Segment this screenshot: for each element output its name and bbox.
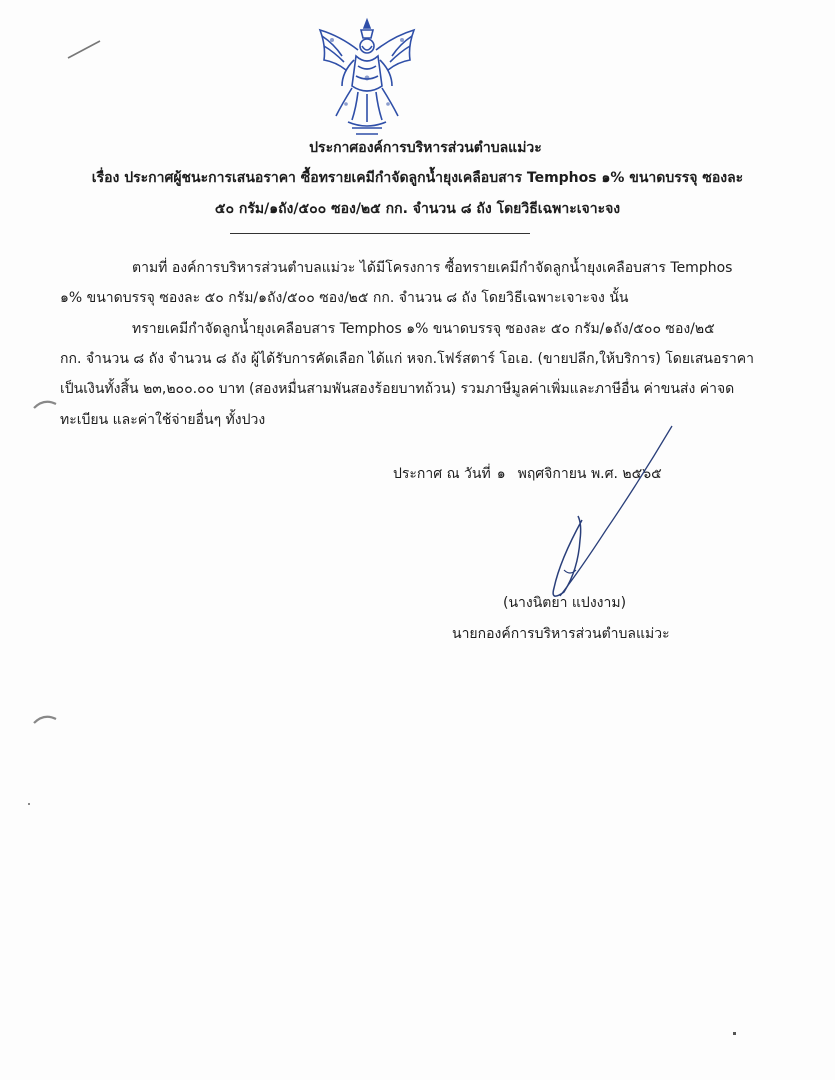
- scan-mark: [66, 38, 102, 62]
- scan-speck: [733, 1032, 736, 1035]
- paragraph-1-line-2: ๑% ขนาดบรรจุ ซองละ ๕๐ กรัม/๑ถัง/๕๐๐ ซอง/๒๕ กก. จำนวน ๘ ถัง โดยวิธีเฉพาะเจาะจง นั้น: [60, 290, 629, 306]
- scan-speck: [28, 803, 30, 805]
- paragraph-2-line-3: เป็นเงินทั้งสิ้น ๒๓,๒๐๐.๐๐ บาท (สองหมื่นสามพันสองร้อยบาทถ้วน) รวมภาษีมูลค่าเพิ่มและภาษีอื่น ค่าขนส่ง ค่าจด: [60, 381, 735, 397]
- punch-hole-mark: [32, 398, 58, 412]
- handwritten-signature: [517, 420, 690, 610]
- date-day: ๑: [496, 466, 506, 482]
- paragraph-2-line-1: ทรายเคมีกำจัดลูกน้ำยุงเคลือบสาร Temphos ๑% ขนาดบรรจุ ซองละ ๕๐ กรัม/๑ถัง/๕๐๐ ซอง/๒๕: [132, 321, 715, 337]
- punch-hole-mark: [32, 713, 58, 727]
- organization-heading: ประกาศองค์การบริหารส่วนตำบลแม่วะ: [309, 140, 542, 156]
- date-month-year: พฤศจิกายน พ.ศ. ๒๕๖๕: [517, 466, 662, 482]
- signer-name: (นางนิตยา แปงงาม): [503, 595, 627, 611]
- paragraph-2-line-2: กก. จำนวน ๘ ถัง จำนวน ๘ ถัง ผู้ได้รับการคัดเลือก ได้แก่ หจก.โฟร์สตาร์ โอเอ. (ขายปลีก,ให้บริการ) โดยเสนอราคา: [60, 351, 755, 367]
- paragraph-1-line-1: ตามที่ องค์การบริหารส่วนตำบลแม่วะ ได้มีโครงการ ซื้อทรายเคมีกำจัดลูกน้ำยุงเคลือบสาร Temphos: [132, 260, 733, 276]
- signer-title: นายกองค์การบริหารส่วนตำบลแม่วะ: [452, 626, 670, 642]
- date-prefix: ประกาศ ณ วันที่: [393, 466, 491, 482]
- subject-line-1: เรื่อง ประกาศผู้ชนะการเสนอราคา ซื้อทรายเคมีกำจัดลูกน้ำยุงเคลือบสาร Temphos ๑% ขนาดบรรจุ ซองละ: [91, 170, 744, 186]
- header-divider: [230, 233, 530, 234]
- paragraph-2-line-4: ทะเบียน และค่าใช้จ่ายอื่นๆ ทั้งปวง: [60, 412, 266, 428]
- subject-line-2: ๕๐ กรัม/๑ถัง/๕๐๐ ซอง/๒๕ กก. จำนวน ๘ ถัง โดยวิธีเฉพาะเจาะจง: [214, 201, 621, 217]
- garuda-emblem-icon: [312, 16, 422, 138]
